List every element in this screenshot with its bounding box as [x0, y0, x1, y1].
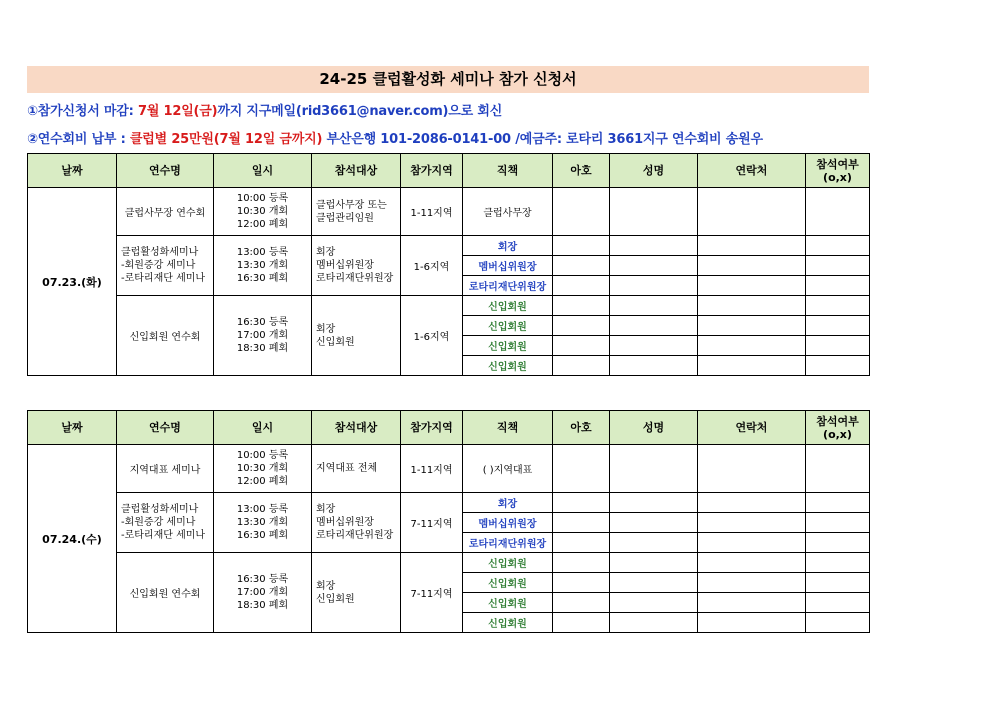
col-header-target: 참석대상: [312, 411, 401, 445]
col-header-contact: 연락처: [698, 154, 806, 188]
table-row: [28, 553, 870, 573]
session-name: 클럽활성화세미나 -회원증강 세미나 -로타리재단 세미나: [117, 236, 214, 296]
position-cell: 신입회원: [463, 573, 553, 593]
col-header-alias: 아호: [553, 411, 610, 445]
attendance-input-cell[interactable]: [806, 188, 870, 236]
table-header-row: [28, 154, 870, 188]
position-cell: 신입회원: [463, 336, 553, 356]
session-time: 10:00 등록 10:30 개회 12:00 폐회: [214, 445, 312, 493]
alias-input-cell[interactable]: [553, 593, 610, 613]
fee-note: [27, 128, 763, 147]
contact-input-cell[interactable]: [698, 613, 806, 633]
contact-input-cell[interactable]: [698, 276, 806, 296]
contact-input-cell[interactable]: [698, 188, 806, 236]
attendance-input-cell[interactable]: [806, 236, 870, 256]
table-header-row: [28, 411, 870, 445]
name-input-cell[interactable]: [610, 613, 698, 633]
attendance-input-cell[interactable]: [806, 573, 870, 593]
alias-input-cell[interactable]: [553, 573, 610, 593]
session-time: 13:00 등록 13:30 개회 16:30 폐회: [214, 493, 312, 553]
deadline-note-prefix: ①참가신청서 마감:: [27, 104, 138, 119]
col-header-name: 성명: [610, 411, 698, 445]
position-cell: 멤버십위원장: [463, 513, 553, 533]
position-cell: 신입회원: [463, 356, 553, 376]
contact-input-cell[interactable]: [698, 445, 806, 493]
name-input-cell[interactable]: [610, 296, 698, 316]
contact-input-cell[interactable]: [698, 336, 806, 356]
contact-input-cell[interactable]: [698, 553, 806, 573]
alias-input-cell[interactable]: [553, 445, 610, 493]
session-name: 지역대표 세미나: [117, 445, 214, 493]
contact-input-cell[interactable]: [698, 296, 806, 316]
session-target: 회장 신입회원: [312, 553, 401, 633]
name-input-cell[interactable]: [610, 256, 698, 276]
contact-input-cell[interactable]: [698, 356, 806, 376]
position-cell: 신입회원: [463, 613, 553, 633]
name-input-cell[interactable]: [610, 533, 698, 553]
col-header-position: 직책: [463, 411, 553, 445]
session-name: 신입회원 연수회: [117, 296, 214, 376]
contact-input-cell[interactable]: [698, 256, 806, 276]
attendance-input-cell[interactable]: [806, 613, 870, 633]
name-input-cell[interactable]: [610, 445, 698, 493]
alias-input-cell[interactable]: [553, 236, 610, 256]
position-cell: 멤버십위원장: [463, 256, 553, 276]
attendance-input-cell[interactable]: [806, 356, 870, 376]
alias-input-cell[interactable]: [553, 553, 610, 573]
position-cell: 클럽사무장: [463, 188, 553, 236]
alias-input-cell[interactable]: [553, 613, 610, 633]
attendance-input-cell[interactable]: [806, 296, 870, 316]
name-input-cell[interactable]: [610, 593, 698, 613]
col-header-position: 직책: [463, 154, 553, 188]
col-header-session: 연수명: [117, 154, 214, 188]
session-time: 13:00 등록 13:30 개회 16:30 폐회: [214, 236, 312, 296]
session-target: 회장 멤버십위원장 로타리재단위원장: [312, 236, 401, 296]
fee-note-suffix: 부산은행 101-2086-0141-00 /예금주: 로타리 3661지구 연수회비 송원우: [322, 132, 763, 147]
attendance-input-cell[interactable]: [806, 513, 870, 533]
session-target: 지역대표 전체: [312, 445, 401, 493]
position-cell: 로타리재단위원장: [463, 533, 553, 553]
deadline-date: 7월 12일(금): [137, 104, 218, 119]
col-header-session: 연수명: [117, 411, 214, 445]
alias-input-cell[interactable]: [553, 276, 610, 296]
name-input-cell[interactable]: [610, 316, 698, 336]
alias-input-cell[interactable]: [553, 296, 610, 316]
fee-amount: 클럽별 25만원(7월 12일 금까지): [129, 132, 323, 147]
position-cell: 신입회원: [463, 553, 553, 573]
session-region: 7-11지역: [401, 493, 463, 553]
table-row: [28, 296, 870, 316]
session-target: 회장 신입회원: [312, 296, 401, 376]
contact-input-cell[interactable]: [698, 593, 806, 613]
alias-input-cell[interactable]: [553, 256, 610, 276]
name-input-cell[interactable]: [610, 336, 698, 356]
fee-note-prefix: ②연수회비 납부 :: [27, 132, 130, 147]
name-input-cell[interactable]: [610, 236, 698, 256]
session-name: 신입회원 연수회: [117, 553, 214, 633]
session-region: 1-6지역: [401, 296, 463, 376]
name-input-cell[interactable]: [610, 553, 698, 573]
registration-table-day1: [27, 153, 870, 376]
deadline-note: [27, 100, 502, 119]
col-header-date: 날짜: [28, 411, 117, 445]
session-region: 7-11지역: [401, 553, 463, 633]
date-cell: 07.24.(수): [28, 445, 117, 633]
session-region: 1-6지역: [401, 236, 463, 296]
col-header-contact: 연락처: [698, 411, 806, 445]
name-input-cell[interactable]: [610, 493, 698, 513]
attendance-input-cell[interactable]: [806, 593, 870, 613]
alias-input-cell[interactable]: [553, 188, 610, 236]
position-cell: ( )지역대표: [463, 445, 553, 493]
col-header-attendance: 참석여부 (o,x): [806, 411, 870, 445]
alias-input-cell[interactable]: [553, 513, 610, 533]
col-header-region: 참가지역: [401, 154, 463, 188]
alias-input-cell[interactable]: [553, 336, 610, 356]
session-region: 1-11지역: [401, 445, 463, 493]
table-row: [28, 236, 870, 256]
col-header-time: 일시: [214, 154, 312, 188]
attendance-input-cell[interactable]: [806, 316, 870, 336]
col-header-target: 참석대상: [312, 154, 401, 188]
position-cell: 회장: [463, 493, 553, 513]
contact-input-cell[interactable]: [698, 236, 806, 256]
session-time: 16:30 등록 17:00 개회 18:30 폐회: [214, 296, 312, 376]
attendance-input-cell[interactable]: [806, 276, 870, 296]
registration-table-day2: [27, 410, 870, 633]
attendance-input-cell[interactable]: [806, 256, 870, 276]
name-input-cell[interactable]: [610, 573, 698, 593]
date-cell: 07.23.(화): [28, 188, 117, 376]
session-name: 클럽사무장 연수회: [117, 188, 214, 236]
table-row: [28, 188, 870, 236]
attendance-input-cell[interactable]: [806, 336, 870, 356]
col-header-alias: 아호: [553, 154, 610, 188]
name-input-cell[interactable]: [610, 513, 698, 533]
alias-input-cell[interactable]: [553, 316, 610, 336]
attendance-input-cell[interactable]: [806, 533, 870, 553]
position-cell: 신입회원: [463, 316, 553, 336]
form-title: 24-25 클럽활성화 세미나 참가 신청서: [27, 66, 869, 93]
attendance-input-cell[interactable]: [806, 493, 870, 513]
table-row: [28, 493, 870, 513]
col-header-date: 날짜: [28, 154, 117, 188]
session-time: 16:30 등록 17:00 개회 18:30 폐회: [214, 553, 312, 633]
contact-input-cell[interactable]: [698, 493, 806, 513]
deadline-note-suffix: 까지 지구메일(rid3661@naver.com)으로 회신: [217, 104, 503, 119]
session-target: 클럽사무장 또는 클럽관리임원: [312, 188, 401, 236]
session-region: 1-11지역: [401, 188, 463, 236]
col-header-time: 일시: [214, 411, 312, 445]
position-cell: 신입회원: [463, 593, 553, 613]
attendance-input-cell[interactable]: [806, 445, 870, 493]
col-header-region: 참가지역: [401, 411, 463, 445]
position-cell: 로타리재단위원장: [463, 276, 553, 296]
col-header-name: 성명: [610, 154, 698, 188]
alias-input-cell[interactable]: [553, 533, 610, 553]
name-input-cell[interactable]: [610, 356, 698, 376]
alias-input-cell[interactable]: [553, 356, 610, 376]
attendance-input-cell[interactable]: [806, 553, 870, 573]
contact-input-cell[interactable]: [698, 533, 806, 553]
table-row: [28, 445, 870, 493]
session-target: 회장 멤버십위원장 로타리재단위원장: [312, 493, 401, 553]
session-time: 10:00 등록 10:30 개회 12:00 폐회: [214, 188, 312, 236]
position-cell: 회장: [463, 236, 553, 256]
contact-input-cell[interactable]: [698, 316, 806, 336]
contact-input-cell[interactable]: [698, 573, 806, 593]
position-cell: 신입회원: [463, 296, 553, 316]
name-input-cell[interactable]: [610, 188, 698, 236]
session-name: 클럽활성화세미나 -회원증강 세미나 -로타리재단 세미나: [117, 493, 214, 553]
contact-input-cell[interactable]: [698, 513, 806, 533]
alias-input-cell[interactable]: [553, 493, 610, 513]
col-header-attendance: 참석여부 (o,x): [806, 154, 870, 188]
name-input-cell[interactable]: [610, 276, 698, 296]
